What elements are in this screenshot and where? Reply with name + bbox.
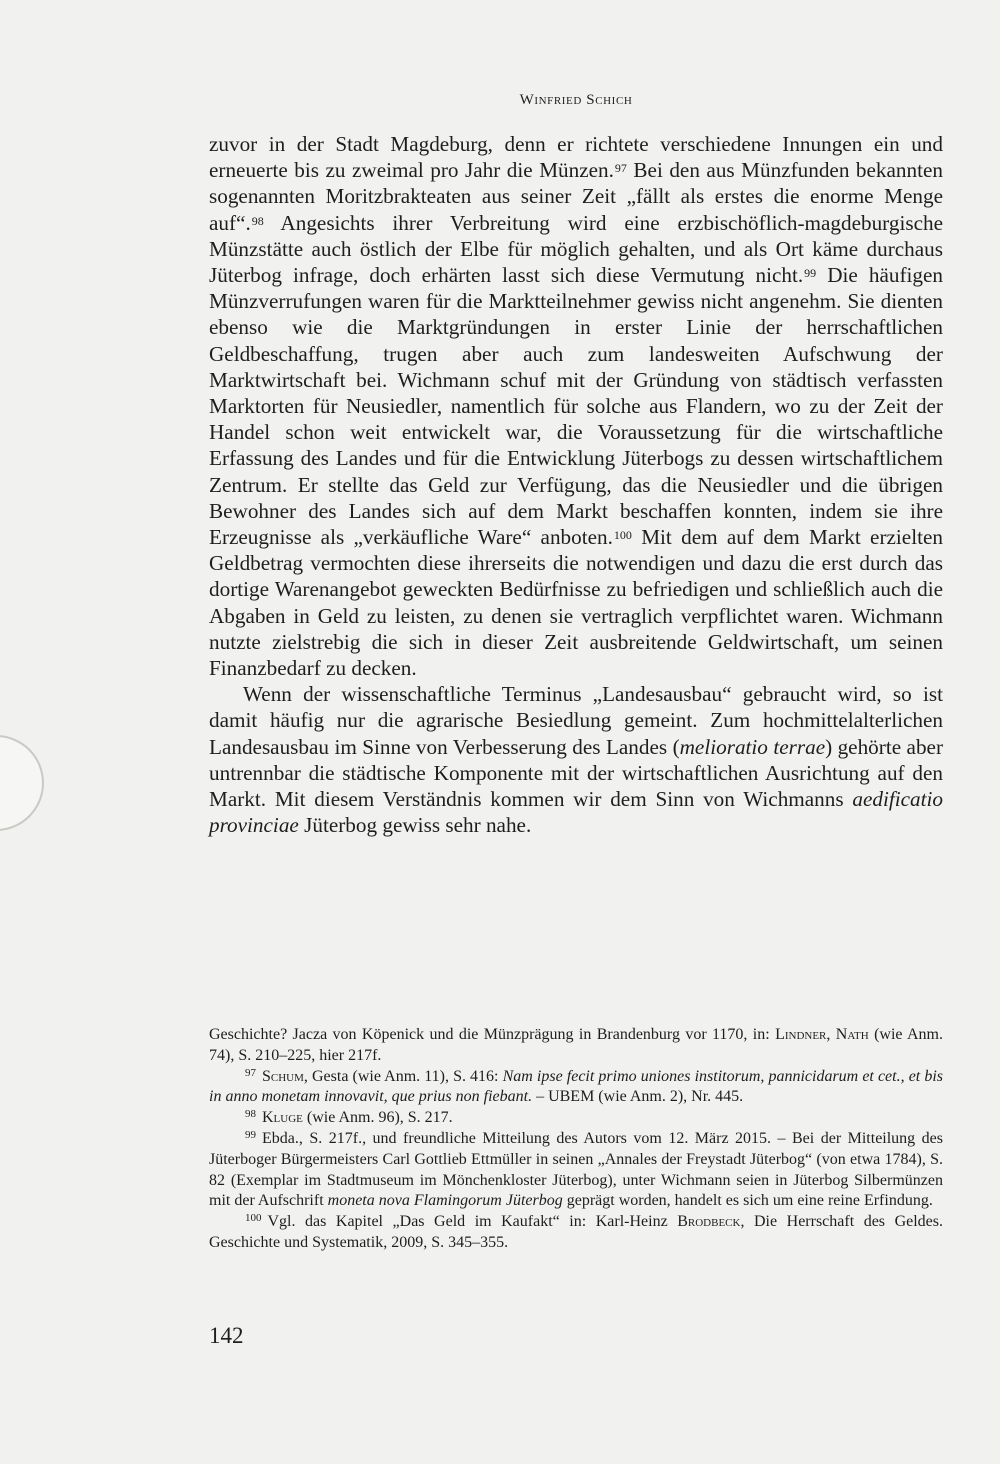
- footnote-ref-98[interactable]: 98: [251, 213, 264, 228]
- paragraph-2-text: Jüterbog gewiss sehr nahe.: [298, 813, 532, 838]
- latin-term: aedificatio provinciae: [209, 787, 943, 838]
- footnote-text: Vgl. das Kapitel „Das Geld im Kaufakt“ in: Karl-Heinz: [267, 1213, 678, 1231]
- footnotes: [209, 1025, 943, 1254]
- paragraph-2-text: ) gehörte aber untrennbar die städtische Komponente mit der wirtschaftlichen Ausrichtung auf den Markt. Mit diesem Verständnis kommen wir dem Sinn von Wichmanns: [209, 734, 943, 812]
- paragraph-1: [209, 131, 943, 681]
- footnote-text: ,: [826, 1026, 836, 1043]
- footnote-97: [209, 1067, 943, 1109]
- body-text: [209, 131, 943, 838]
- author-name: Lindner: [775, 1026, 827, 1043]
- inscription: moneta nova Flamingorum Jüterbog: [327, 1192, 563, 1210]
- paragraph-1-text: Mit dem auf dem Markt erzielten Geldbetrag vermochten diese ihrerseits die notwendigen und dazu die erst durch das dortige Warenangebot geweckten Bedürfnisse zu befriedigen und schließlich auch die Abgaben in Geld zu leisten, zu denen sie vertraglich verpflichtet waren. Wichmann nutzte zielstrebig die sich in dieser Zeit ausbreitende Geldwirtschaft, um seinen Finanzbedarf zu decken.: [209, 525, 943, 681]
- author-name: Schum: [262, 1067, 304, 1085]
- latin-quote: Nam ipse fecit primo uniones institorum, pannicidarum et cet., et bis in anno monetam innovavit, que prius non fiebant.: [209, 1067, 944, 1106]
- author-name: Brodbeck: [677, 1213, 741, 1231]
- footnote-text: (wie Anm. 74), S. 210–225, hier 217f.: [209, 1026, 944, 1064]
- footnote-text: (wie Anm. 96), S. 217.: [302, 1109, 453, 1127]
- footnote-text: geprägt worden, handelt es sich um eine reine Erfindung.: [562, 1192, 933, 1210]
- footnote-text: Geschichte? Jacza von Köpenick und die Münzprägung in Brandenburg vor 1170, in:: [209, 1026, 776, 1043]
- footnote-99: [209, 1129, 943, 1212]
- footnote-number: 97: [245, 1066, 256, 1079]
- paragraph-1-text: Angesichts ihrer Verbreitung wird eine erzbischöflich-magdeburgische Münzstätte auch östlich der Elbe für möglich gehalten, und als Ort käme durchaus Jüterbog infrage, doch erhärten lasst sich diese Vermutung nicht.: [209, 210, 943, 288]
- paragraph-1-text: Bei den aus Münzfunden bekannten sogenannten Moritzbrakteaten aus seiner Zeit „fällt als erstes die enorme Menge auf“.: [209, 158, 943, 235]
- paragraph-1-text: zuvor in der Stadt Magdeburg, denn er richtete verschiedene Innungen ein und erneuerte bis zu zweimal pro Jahr die Münzen.: [209, 132, 943, 183]
- footnote-text: , Die Herrschaft des Geldes. Geschichte und Systematik, 2009, S. 345–355.: [209, 1213, 943, 1251]
- footnote-continuation: [209, 1025, 943, 1067]
- latin-term: melioratio terrae: [679, 734, 826, 759]
- paragraph-2: [209, 681, 943, 838]
- footnote-ref-99[interactable]: 99: [804, 266, 817, 281]
- paragraph-2-text: Wenn der wissenschaftliche Terminus „Landesausbau“ gebraucht wird, so ist damit häufig nur die agrarische Besiedlung gemeint. Zum hochmittelalterlichen Landesausbau im Sinne von Verbesserung des Landes (: [209, 682, 943, 759]
- footnote-text: Ebda., S. 217f., und freundliche Mitteilung des Autors vom 12. März 2015. – Bei der Mitteilung des Jüterboger Bürgermeisters Carl Gottlieb Ettmüller in seinen „Annales der Freystadt Jüterbog“ (von etwa 1784), S. 82 (Exemplar im Stadtmuseum im Mönchenkloster Jüterbog), unter Wichmann seien in Jüterbog Silbermünzen mit der Aufschrift: [209, 1129, 943, 1210]
- footnote-number: 99: [245, 1128, 256, 1141]
- author-name: Kluge: [262, 1109, 303, 1127]
- author-name: Nath: [835, 1026, 869, 1043]
- running-head: Winfried Schich: [519, 92, 633, 108]
- page-number: 142: [209, 1323, 244, 1348]
- footnote-number: 98: [245, 1108, 256, 1121]
- footnote-100: [209, 1212, 943, 1254]
- footnote-number: 100: [245, 1212, 262, 1225]
- paragraph-1-text: Die häufigen Münzverrufungen waren für die Marktteilnehmer gewiss nicht angenehm. Sie dienten ebenso wie die Marktgründungen in erster Linie der herrschaftlichen Geldbeschaffung, trugen aber auch zum landesweiten Aufschwung der Marktwirtschaft bei. Wichmann schuf mit der Gründung von städtisch verfassten Marktorten für Neusiedler, namentlich für solche aus Flandern, wo zu der Zeit der Handel schon weit entwickelt war, die Voraussetzung für die wirtschaftliche Erfassung des Landes und für die Entwicklung Jüterbogs zu dessen wirtschaftlichem Zentrum. Er stellte das Geld zur Verfügung, das die Neusiedler und die übrigen Bewohner des Landes sich auf dem Markt beschaffen konnten, indem sie ihre Erzeugnisse als „verkäufliche Ware“ anboten.: [209, 263, 943, 550]
- footnote-ref-100[interactable]: 100: [613, 528, 632, 543]
- footnote-ref-97[interactable]: 97: [614, 161, 627, 176]
- footnote-text: – UBEM (wie Anm. 2), Nr. 445.: [532, 1088, 744, 1106]
- page-edge-shadow: [0, 735, 44, 831]
- footnote-98: [209, 1108, 943, 1129]
- footnote-text: , Gesta (wie Anm. 11), S. 416:: [303, 1067, 503, 1085]
